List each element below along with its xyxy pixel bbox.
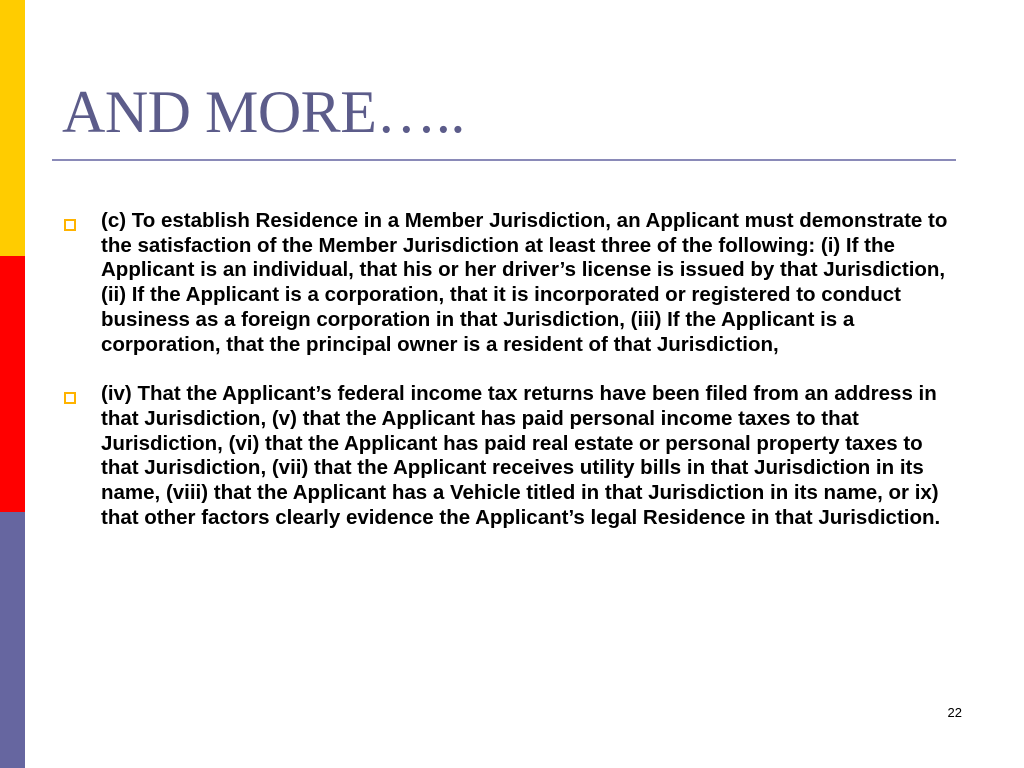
bullet-item-residence-criteria <box>62 209 962 357</box>
hollow-square-bullet-icon <box>64 219 76 231</box>
bullet-text: (iv) That the Applicant’s federal income tax returns have been filed from an address in that Jurisdiction, (v) that the Applicant has paid personal income taxes to that Jurisdiction, (vi) that the Applicant has paid real estate or personal property taxes to that Jurisdiction, (vii) that the Applicant receives utility bills in that Jurisdiction in its name, (viii) that the Applicant has a Vehicle titled in that Jurisdiction in its name, or ix) that other factors clearly evidence the Applicant’s legal Residence in that Jurisdiction. <box>101 382 941 529</box>
slide-title: AND MORE….. <box>62 79 465 145</box>
hollow-square-bullet-icon <box>64 392 76 404</box>
bullet-text: (c) To establish Residence in a Member Jurisdiction, an Applicant must demonstrate to the satisfaction of the Member Jurisdiction at least three of the following: (i) If the Applicant is an individual, that his or her driver’s license is issued by that Jurisdiction, (ii) If the Applicant is a corporation, that it is incorporated or registered to conduct business as a foreign corporation in that Jurisdiction, (iii) If the Applicant is a corporation, that the principal owner is a resident of that Jurisdiction, <box>101 209 948 356</box>
bullet-list <box>62 209 962 555</box>
page-number: 22 <box>947 705 962 720</box>
left-stripe-red <box>0 256 25 512</box>
title-divider <box>52 159 956 161</box>
bullet-item-additional-criteria <box>62 382 962 530</box>
left-stripe-yellow <box>0 0 25 256</box>
left-stripe-purple <box>0 512 25 768</box>
